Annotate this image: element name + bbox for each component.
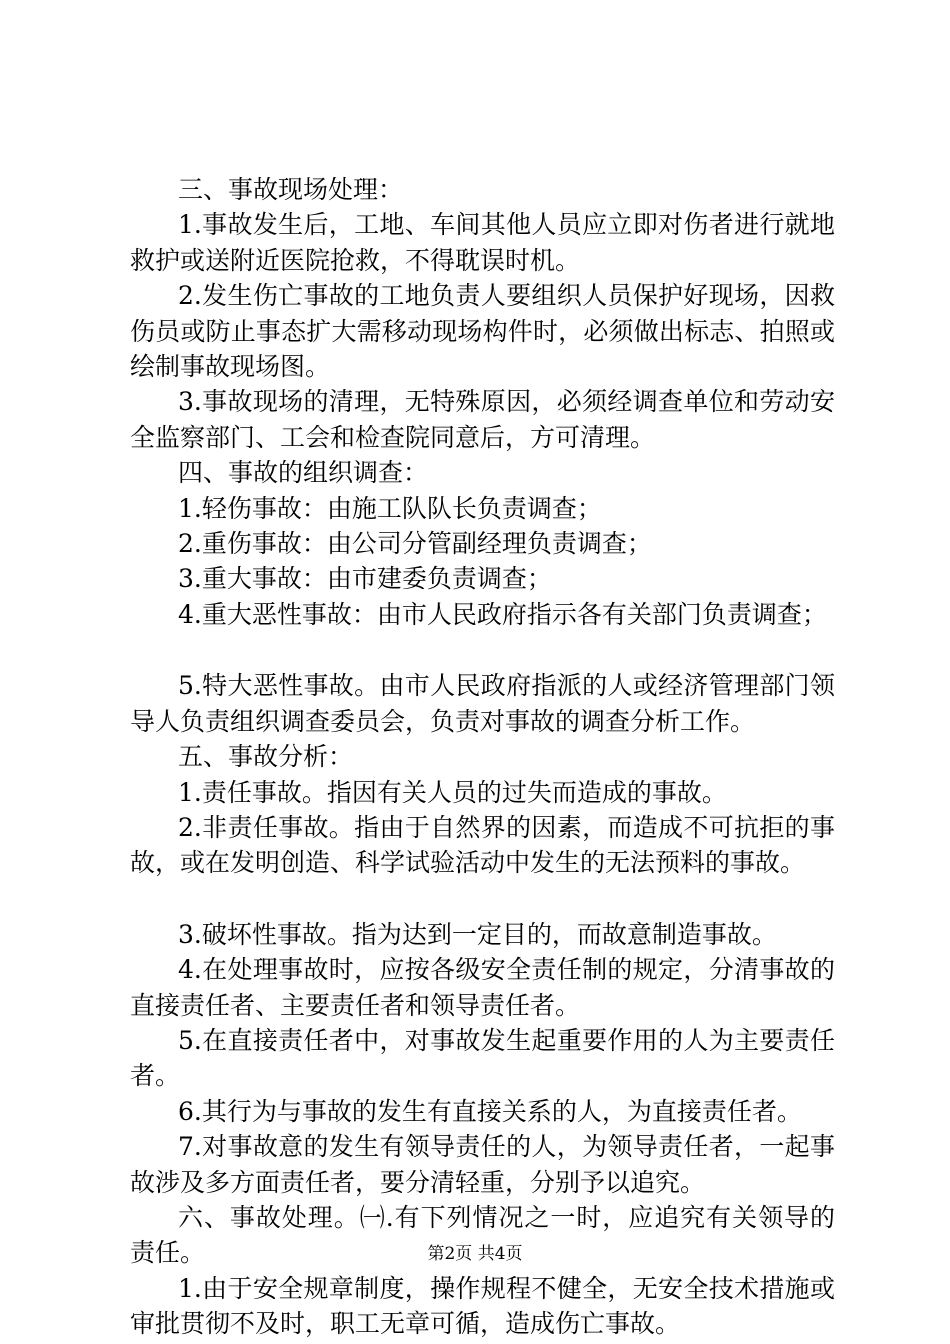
paragraph: 3.重大事故：由市建委负责调查； xyxy=(178,564,552,594)
paragraph: 2.非责任事故。指由于自然界的因素，而造成不可抗拒的事故，或在发明创造、科学试验活动中发生的无法预料的事故。 xyxy=(130,812,835,878)
paragraph: 2.重伤事故：由公司分管副经理负责调查； xyxy=(178,529,652,559)
paragraph: 2.发生伤亡事故的工地负责人要组织人员保护好现场，因救伤员或防止事态扩大需移动现场构件时，必须做出标志、拍照或绘制事故现场图。 xyxy=(130,281,835,382)
section-heading-3: 三、事故现场处理： xyxy=(178,175,404,204)
page-number-footer: 第2页 共4页 xyxy=(427,1244,523,1264)
paragraph: 7.对事故意的发生有领导责任的人，为领导责任者，一起事故涉及多方面责任者，要分清轻重，分别予以追究。 xyxy=(130,1132,835,1197)
paragraph: 1.责任事故。指因有关人员的过失而造成的事故。 xyxy=(178,777,727,807)
document-body xyxy=(130,172,835,1342)
paragraph: 1.由于安全规章制度，操作规程不健全，无安全技术措施或审批贯彻不及时，职工无章可循，造成伤亡事故。 xyxy=(130,1273,835,1339)
paragraph: 6.其行为与事故的发生有直接关系的人，为直接责任者。 xyxy=(178,1096,802,1126)
paragraph: 4.重大恶性事故：由市人民政府指示各有关部门负责调查； xyxy=(178,599,827,629)
section-heading-5: 五、事故分析： xyxy=(178,742,354,772)
paragraph: 1.轻伤事故：由施工队队长负责调查； xyxy=(178,493,602,523)
section-heading-6: 六、事故处理。㈠.有下列情况之一时，应追究有关领导的责任。 xyxy=(130,1202,835,1268)
paragraph: 5.特大恶性事故。由市人民政府指派的人或经济管理部门领导人负责组织调查委员会，负责对事故的调查分析工作。 xyxy=(130,671,835,736)
paragraph: 4.在处理事故时，应按各级安全责任制的规定，分清事故的直接责任者、主要责任者和领导责任者。 xyxy=(130,955,835,1020)
paragraph: 5.在直接责任者中，对事故发生起重要作用的人为主要责任者。 xyxy=(130,1025,835,1091)
section-heading-4: 四、事故的组织调查： xyxy=(178,458,429,488)
paragraph: 1.事故发生后，工地、车间其他人员应立即对伤者进行就地救护或送附近医院抢救，不得耽误时机。 xyxy=(130,210,835,275)
paragraph: 3.事故现场的清理，无特殊原因，必须经调查单位和劳动安全监察部门、工会和检查院同意后，方可清理。 xyxy=(130,387,835,452)
paragraph: 3.破坏性事故。指为达到一定目的，而故意制造事故。 xyxy=(178,919,777,949)
